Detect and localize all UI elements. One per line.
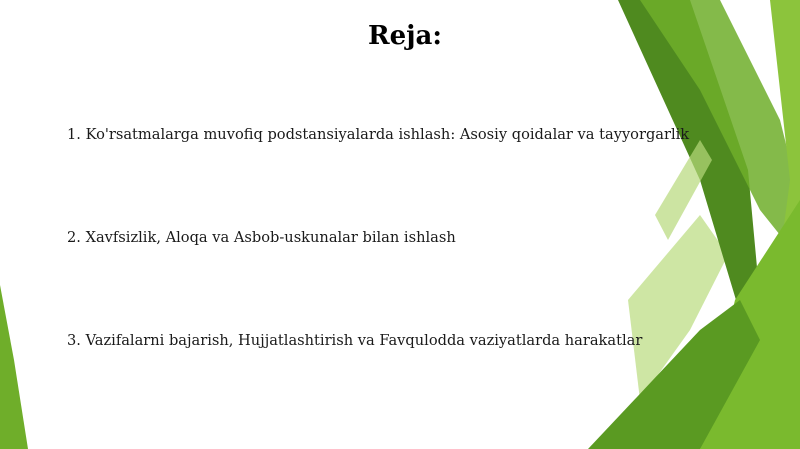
plan-item-3: 3. Vazifalarni bajarish, Hujjatlashtirish va Favqulodda vaziyatlarda harakatlar <box>67 332 643 349</box>
plan-item-1: 1. Ko'rsatmalarga muvofiq podstansiyalarda ishlash: Asosiy qoidalar va tayyorgarlik <box>67 126 690 143</box>
slide-title: Reja: <box>367 21 442 51</box>
left-green-wedge <box>0 285 28 449</box>
plan-item-2: 2. Xavfsizlik, Aloqa va Asbob-uskunalar bilan ishlash <box>67 229 456 246</box>
